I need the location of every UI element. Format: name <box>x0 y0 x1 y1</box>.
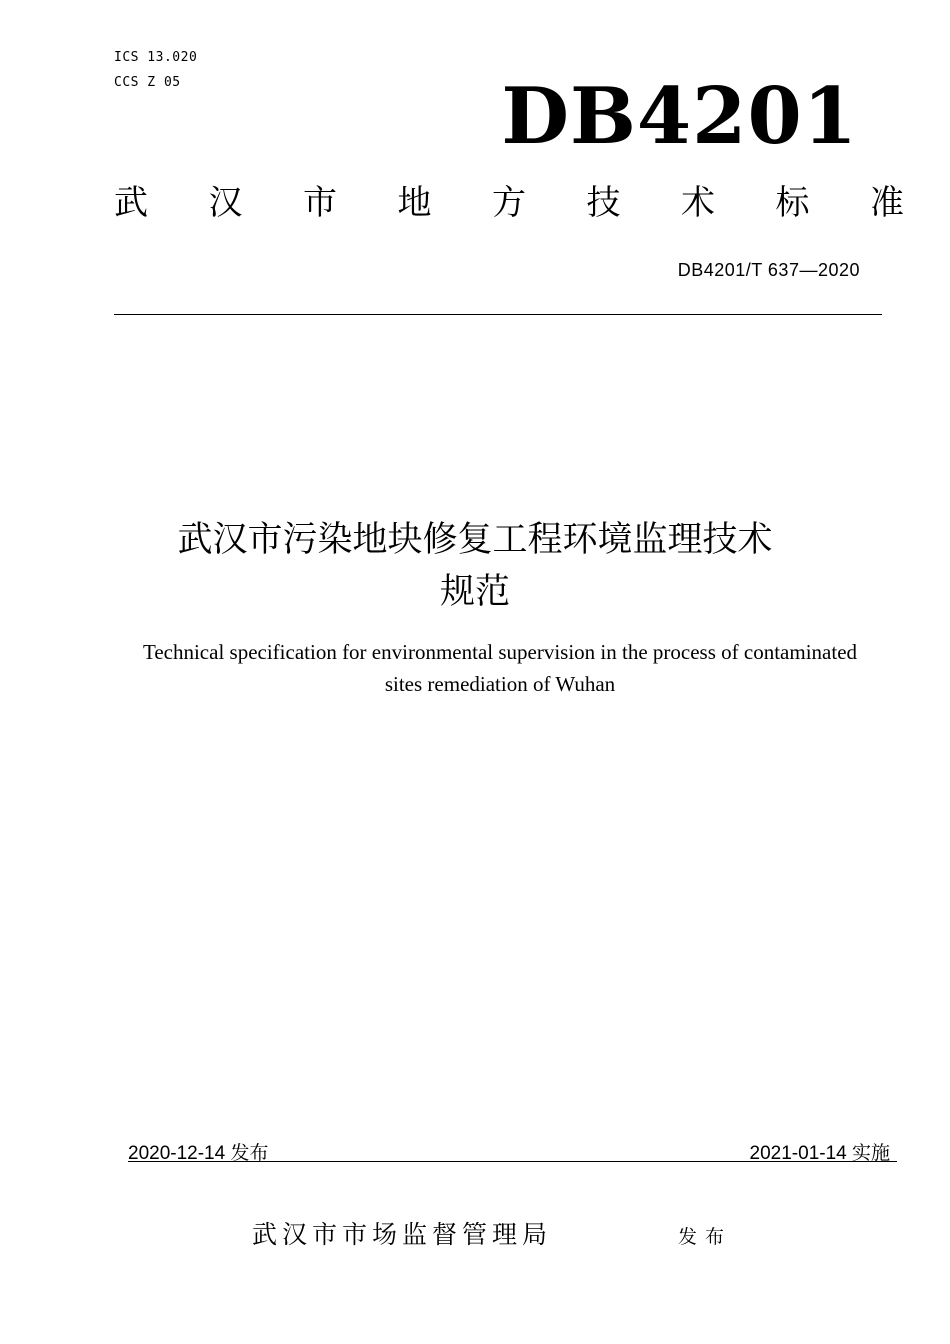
publish-label: 发布 <box>678 1226 733 1248</box>
standard-type-char: 准 <box>870 183 904 223</box>
standard-type-char: 汉 <box>208 183 243 223</box>
chinese-title-line-1: 武汉市污染地块修复工程环境监理技术 <box>177 520 773 560</box>
footer-divider <box>128 1161 897 1162</box>
standard-type-char: 市 <box>303 183 337 223</box>
ccs-code: CCS Z 05 <box>114 75 181 90</box>
standard-type-heading <box>114 183 904 223</box>
english-title-line-2: sites remediation of Wuhan <box>384 672 616 696</box>
standard-logo: DB4201 <box>501 71 858 162</box>
standard-type-char: 标 <box>775 183 810 223</box>
standard-type-char: 武 <box>114 183 148 223</box>
standard-type-char: 术 <box>681 183 715 223</box>
english-title-line-1: Technical specification for environmental supervision in the process of contaminated <box>142 640 858 664</box>
standard-number: DB4201/T 637—2020 <box>677 260 860 280</box>
chinese-title-line-2: 规范 <box>439 572 510 612</box>
standard-type-char: 方 <box>492 183 526 223</box>
implementation-date: 2021-01-14 实施 <box>749 1143 890 1164</box>
standard-type-char: 技 <box>586 183 621 223</box>
standard-type-char: 地 <box>397 183 432 223</box>
publisher-name: 武汉市市场监督管理局 <box>252 1220 553 1249</box>
ics-code: ICS 13.020 <box>114 50 198 65</box>
issue-date: 2020-12-14 发布 <box>128 1143 269 1164</box>
header-divider <box>114 314 882 315</box>
